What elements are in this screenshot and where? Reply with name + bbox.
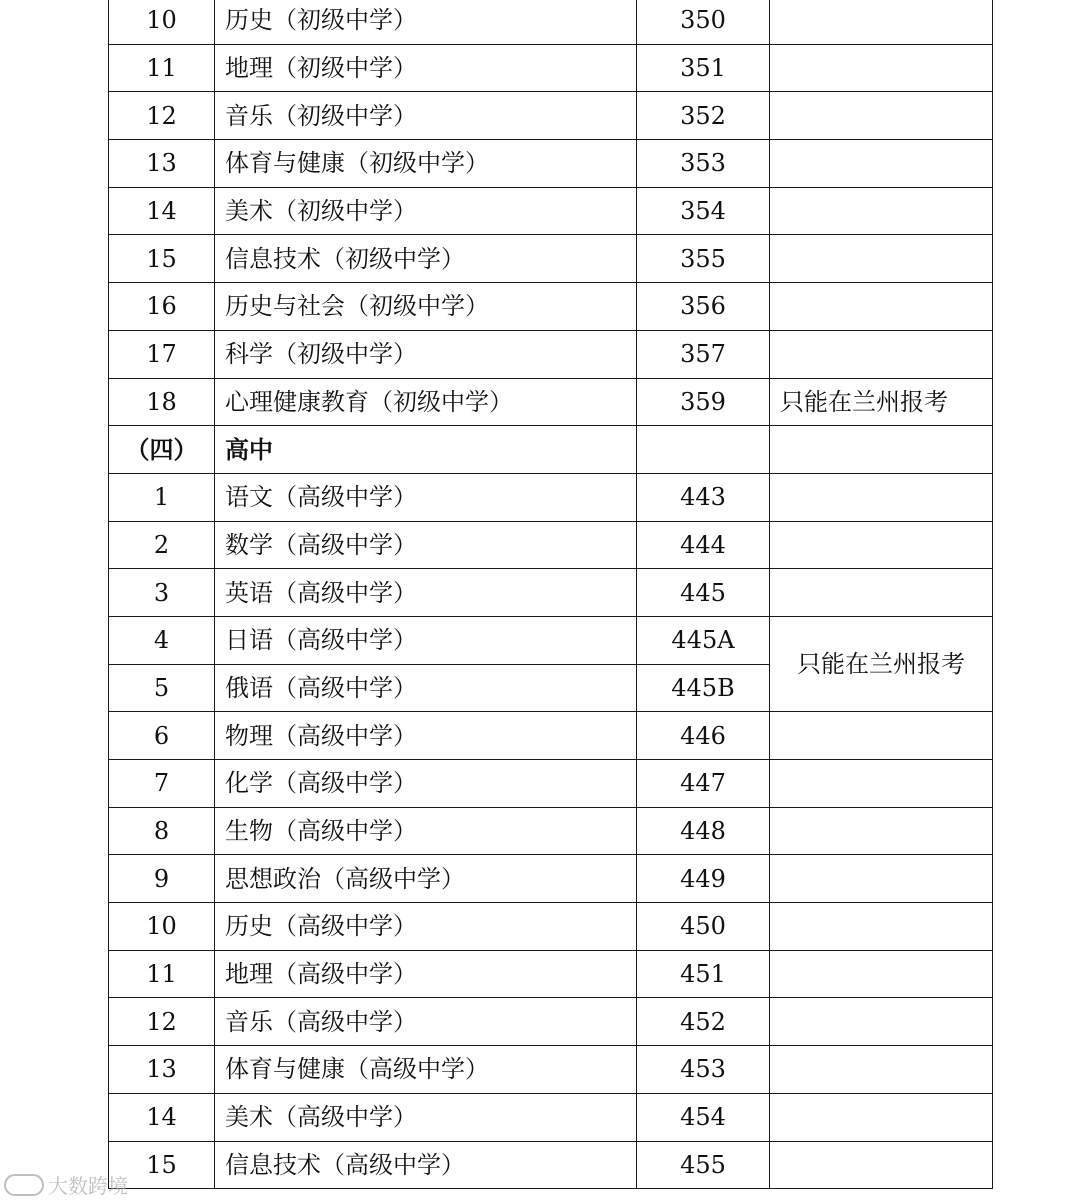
note-cell — [770, 950, 993, 998]
subject-name-cell: 体育与健康（初级中学） — [215, 140, 637, 188]
table-row — [109, 44, 993, 92]
subject-code-cell: 351 — [637, 44, 770, 92]
subject-name-cell: 科学（初级中学） — [215, 330, 637, 378]
note-cell — [770, 760, 993, 808]
note-cell — [770, 807, 993, 855]
subject-name-cell: 高中 — [215, 426, 637, 474]
row-number-cell: 2 — [109, 521, 215, 569]
subject-name-cell: 美术（初级中学） — [215, 187, 637, 235]
subject-code-cell: 350 — [637, 0, 770, 44]
table-row — [109, 760, 993, 808]
row-number-cell: 14 — [109, 1093, 215, 1141]
note-cell — [770, 187, 993, 235]
table-row — [109, 283, 993, 331]
table-row — [109, 1141, 993, 1189]
subject-name-cell: 地理（高级中学） — [215, 950, 637, 998]
row-number-cell: 10 — [109, 903, 215, 951]
subject-name-cell: 物理（高级中学） — [215, 712, 637, 760]
row-number-cell: 10 — [109, 0, 215, 44]
subject-name-cell: 信息技术（高级中学） — [215, 1141, 637, 1189]
subject-code-cell: 444 — [637, 521, 770, 569]
note-cell — [770, 283, 993, 331]
note-cell — [770, 1046, 993, 1094]
subject-name-cell: 心理健康教育（初级中学） — [215, 378, 637, 426]
row-number-cell: 13 — [109, 140, 215, 188]
table-row — [109, 187, 993, 235]
table-row — [109, 712, 993, 760]
row-number-cell: 1 — [109, 473, 215, 521]
row-number-cell: 18 — [109, 378, 215, 426]
table-row — [109, 235, 993, 283]
table-row — [109, 473, 993, 521]
subject-code-cell: 356 — [637, 283, 770, 331]
row-number-cell: 15 — [109, 1141, 215, 1189]
note-cell — [770, 473, 993, 521]
table-row — [109, 1046, 993, 1094]
row-number-cell: 16 — [109, 283, 215, 331]
note-cell: 只能在兰州报考 — [770, 378, 993, 426]
subject-name-cell: 俄语（高级中学） — [215, 664, 637, 712]
subject-code-cell: 450 — [637, 903, 770, 951]
note-cell — [770, 712, 993, 760]
row-number-cell: 11 — [109, 44, 215, 92]
note-cell — [770, 426, 993, 474]
row-number-cell: 14 — [109, 187, 215, 235]
note-cell — [770, 92, 993, 140]
row-number-cell: 3 — [109, 569, 215, 617]
subject-name-cell: 历史（高级中学） — [215, 903, 637, 951]
subject-code-table-body — [109, 0, 993, 1189]
note-cell — [770, 855, 993, 903]
subject-name-cell: 信息技术（初级中学） — [215, 235, 637, 283]
row-number-cell: 11 — [109, 950, 215, 998]
subject-name-cell: 化学（高级中学） — [215, 760, 637, 808]
note-cell — [770, 569, 993, 617]
note-cell — [770, 521, 993, 569]
row-number-cell: 4 — [109, 616, 215, 664]
row-number-cell: 7 — [109, 760, 215, 808]
note-cell — [770, 0, 993, 44]
table-row — [109, 903, 993, 951]
table-row — [109, 330, 993, 378]
row-number-cell: 12 — [109, 92, 215, 140]
subject-code-cell: 452 — [637, 998, 770, 1046]
note-cell — [770, 44, 993, 92]
table-row — [109, 92, 993, 140]
subject-name-cell: 历史与社会（初级中学） — [215, 283, 637, 331]
subject-code-cell: 359 — [637, 378, 770, 426]
subject-code-cell: 353 — [637, 140, 770, 188]
table-section-row — [109, 426, 993, 474]
subject-name-cell: 英语（高级中学） — [215, 569, 637, 617]
subject-name-cell: 生物（高级中学） — [215, 807, 637, 855]
table-row — [109, 140, 993, 188]
subject-name-cell: 音乐（初级中学） — [215, 92, 637, 140]
table-row — [109, 807, 993, 855]
watermark-text: 大数跨境 — [48, 1174, 128, 1198]
note-cell — [770, 903, 993, 951]
row-number-cell: 9 — [109, 855, 215, 903]
subject-code-cell: 446 — [637, 712, 770, 760]
row-number-cell: 15 — [109, 235, 215, 283]
subject-code-cell: 445B — [637, 664, 770, 712]
subject-name-cell: 日语（高级中学） — [215, 616, 637, 664]
row-number-cell: 8 — [109, 807, 215, 855]
subject-name-cell: 体育与健康（高级中学） — [215, 1046, 637, 1094]
table-row — [109, 1093, 993, 1141]
row-number-cell: 13 — [109, 1046, 215, 1094]
note-cell — [770, 330, 993, 378]
note-cell — [770, 1141, 993, 1189]
subject-code-cell: 354 — [637, 187, 770, 235]
subject-code-cell: 449 — [637, 855, 770, 903]
subject-code-cell: 455 — [637, 1141, 770, 1189]
subject-code-cell: 451 — [637, 950, 770, 998]
subject-name-cell: 地理（初级中学） — [215, 44, 637, 92]
subject-code-cell: 357 — [637, 330, 770, 378]
table-row — [109, 855, 993, 903]
row-number-cell: （四） — [109, 426, 215, 474]
subject-code-cell: 447 — [637, 760, 770, 808]
table-row — [109, 569, 993, 617]
row-number-cell: 17 — [109, 330, 215, 378]
note-cell — [770, 140, 993, 188]
subject-code-cell: 453 — [637, 1046, 770, 1094]
subject-code-cell: 355 — [637, 235, 770, 283]
subject-name-cell: 美术（高级中学） — [215, 1093, 637, 1141]
table-row — [109, 950, 993, 998]
subject-name-cell: 数学（高级中学） — [215, 521, 637, 569]
subject-code-cell — [637, 426, 770, 474]
subject-code-cell: 443 — [637, 473, 770, 521]
row-number-cell: 6 — [109, 712, 215, 760]
subject-code-cell: 352 — [637, 92, 770, 140]
row-number-cell: 5 — [109, 664, 215, 712]
subject-code-cell: 454 — [637, 1093, 770, 1141]
subject-code-cell: 445A — [637, 616, 770, 664]
table-row — [109, 616, 993, 664]
subject-name-cell: 音乐（高级中学） — [215, 998, 637, 1046]
subject-name-cell: 历史（初级中学） — [215, 0, 637, 44]
note-cell — [770, 1093, 993, 1141]
table-row — [109, 0, 993, 44]
note-cell — [770, 998, 993, 1046]
subject-code-table — [108, 0, 993, 1189]
table-row — [109, 998, 993, 1046]
subject-name-cell: 语文（高级中学） — [215, 473, 637, 521]
table-row — [109, 378, 993, 426]
table-row — [109, 521, 993, 569]
note-cell — [770, 235, 993, 283]
subject-code-cell: 448 — [637, 807, 770, 855]
subject-name-cell: 思想政治（高级中学） — [215, 855, 637, 903]
brand-logo-icon — [4, 1174, 44, 1196]
row-number-cell: 12 — [109, 998, 215, 1046]
subject-code-cell: 445 — [637, 569, 770, 617]
note-cell: 只能在兰州报考 — [770, 616, 993, 711]
